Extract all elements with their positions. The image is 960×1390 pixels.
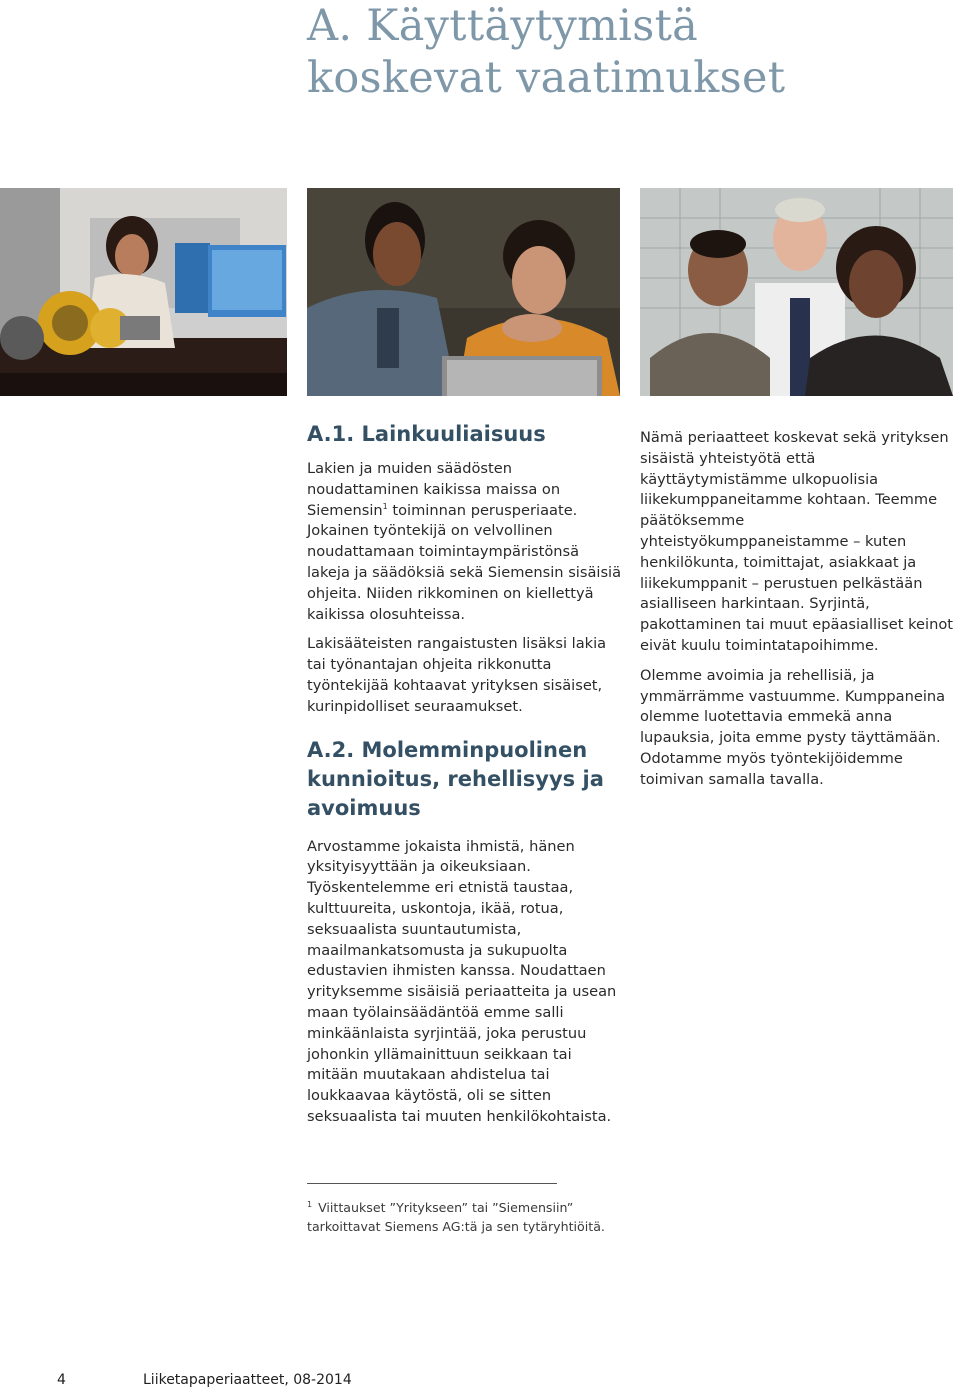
photo-team-group <box>640 188 953 396</box>
section-a2-paragraph-3: Olemme avoimia ja rehellisiä, ja ymmärrämme vastuumme. Kumppaneina olemme luotettavia emmekä anna lupauksia, joita emme pysty täyttämään. Odotamme myös työntekijöidemme toimivan samalla tavalla. <box>640 666 946 788</box>
footnote-text: Viittaukset ”Yritykseen” tai ”Siemensiin” tarkoittavat Siemens AG:tä ja sen tytäryhtiöitä. <box>307 1200 605 1234</box>
publication-title: Liiketapaperiaatteet, 08-2014 <box>143 1372 352 1388</box>
section-a2-heading: A.2. Molemminpuolinen kunnioitus, rehellisyys ja avoimuus <box>307 737 604 820</box>
footnote <box>307 1198 637 1236</box>
section-a2-paragraph-2: Nämä periaatteet koskevat sekä yrityksen sisäistä yhteistyötä että käyttäytymistämme ulkopuolisia liikekumppaneitamme kohtaan. Teemme päätöksemme yhteistyökumppaneistamme – kuten henkilökunta, toimittajat, asiakkaat ja liikekumppanit – perustuen pelkästään asialliseen harkintaan. Syrjintä, pakottaminen tai muut epäasialliset keinot eivät kuulu toimintatapoihimme. <box>640 429 953 654</box>
section-a2-paragraph-1: Arvostamme jokaista ihmistä, hänen yksityisyyttään ja oikeuksiaan. Työskentelemme eri etnistä taustaa, kulttuureita, uskontoja, ikää, rotua, seksuaalista suuntautumista, maailmankatsomusta ja sukupuolta edustavien ihmisten kanssa. Noudattaen yrityksemme sisäisiä periaatteita ja usean maan työlainsäädäntöä emme salli minkäänlaista syrjintää, joka perustuu johonkin yllämainittuun seikkaan tai mitään muutakaan ahdistelua tai loukkaavaa käytöstä, oli se sitten seksuaalista tai muuten henkilökohtaista. <box>307 837 617 1125</box>
section-a1-heading: A.1. Lainkuuliaisuus <box>307 422 546 446</box>
page-title-line-2: koskevat vaatimukset <box>307 53 786 103</box>
page-title <box>307 0 927 104</box>
section-a1-paragraph-1 <box>307 459 625 625</box>
section-a1-paragraph-1-start: Lakien ja muiden säädösten noudattaminen kaikissa maissa on Siemensin <box>307 460 561 519</box>
page-title-line-1: A. Käyttäytymistä <box>307 1 699 51</box>
right-column <box>640 428 955 800</box>
left-column <box>307 420 625 1137</box>
footnote-divider <box>307 1183 557 1184</box>
page-number: 4 <box>57 1372 66 1388</box>
footnote-number: 1 <box>307 1199 313 1209</box>
photo-engineer-workstation <box>0 188 287 396</box>
section-a1-paragraph-1-end: toiminnan perusperiaate. Jokainen työntekijä on velvollinen noudattamaan toimintaympäristönsä lakeja ja säädöksiä sekä Siemensin sisäisiä ohjeita. Niiden rikkominen on kiellettyä kaikissa olosuhteissa. <box>307 501 622 623</box>
footnote-reference: 1 <box>382 501 388 511</box>
section-a1-paragraph-2: Lakisääteisten rangaistusten lisäksi lakia tai työnantajan ohjeita rikkonutta työntekijää kohtaavat yrityksen sisäiset, kurinpidolliset seuraamukset. <box>307 635 607 715</box>
photo-colleagues-laptop <box>307 188 620 396</box>
